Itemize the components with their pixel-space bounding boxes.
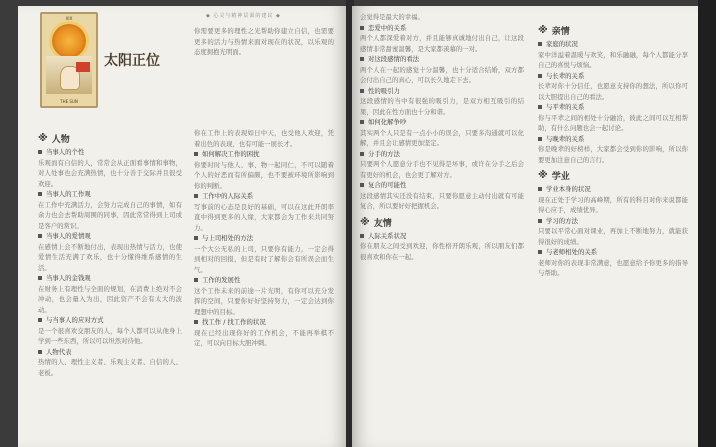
bullet-icon xyxy=(38,192,42,196)
section-study: ※ 学业 xyxy=(538,170,570,182)
list-item xyxy=(194,317,334,349)
bullet-icon xyxy=(194,194,198,198)
item-text: 只要两个人愿意分手也不见得是坏事，或许在分手之后会有更好的机会，也会更了解对方。 xyxy=(360,160,524,179)
item-heading: 复合的可能性 xyxy=(360,180,524,191)
bullet-icon xyxy=(194,320,198,324)
item-text: 是一个很喜欢交朋友的人，每个人都可以从他身上学到一些东西，所以可以坦然对待他。 xyxy=(38,326,182,345)
subheading: ◆ 心灵与精神层面的建议 ◆ xyxy=(206,13,281,19)
work-intro: 你在工作上的表现如日中天，也受他人欢迎，凭着出色的表现，也有可能一展长才。 xyxy=(194,129,334,148)
item-heading: 与老师相处的关系 xyxy=(538,247,688,258)
bullet-icon xyxy=(38,350,42,354)
card-number: XIX xyxy=(65,16,73,21)
item-text: 在工作中充满活力，会努力完成自己的事情，如有余力也会去帮助周围的同事，因此常常得到上司或是客户的赏识。 xyxy=(38,200,182,230)
flag-icon xyxy=(76,62,90,72)
list-item xyxy=(360,180,524,212)
item-heading: 找工作 / 找工作的状况 xyxy=(194,317,334,328)
list-item xyxy=(38,273,182,315)
bullet-icon xyxy=(38,234,42,238)
item-text: 你与平辈之间的相处十分融洽，彼此之间可以互相帮助，有什么问题也会一起讨论。 xyxy=(538,113,688,132)
list-item xyxy=(194,233,334,275)
work-column xyxy=(194,128,334,349)
section-family: ※ 亲情 xyxy=(538,25,570,37)
bullet-icon xyxy=(194,278,198,282)
list-item xyxy=(38,315,182,347)
item-text: 长辈对你十分信任，也愿意支持你的想法，所以你可以大胆提出自己的看法。 xyxy=(538,82,688,101)
list-item xyxy=(538,247,688,279)
item-heading: 工作中的人际关系 xyxy=(194,191,334,202)
item-heading: 家庭的状况 xyxy=(538,39,688,50)
list-item xyxy=(360,86,524,118)
item-text: 两个人都深爱着对方，并且能够真诚地付出自己，让这段感情非常甜蜜温馨，是大家都羡慕的一对。 xyxy=(360,34,524,53)
bullet-icon xyxy=(38,150,42,154)
bullet-icon xyxy=(538,187,542,191)
bullet-icon xyxy=(538,42,542,46)
list-item xyxy=(538,216,688,248)
item-heading: 学习的方法 xyxy=(538,216,688,227)
bullet-icon xyxy=(194,236,198,240)
list-item xyxy=(38,147,182,189)
tarot-card-sun-image xyxy=(40,12,98,108)
list-item xyxy=(38,347,182,379)
sun-icon xyxy=(52,24,86,58)
item-heading: 性的吸引力 xyxy=(360,86,524,97)
bullet-icon xyxy=(360,89,364,93)
people-column xyxy=(38,128,182,378)
page-edge xyxy=(698,0,716,447)
item-text: 这段感情其实还没有结束，只要你愿意主动付出就有可能复合，所以要好好把握机会。 xyxy=(360,191,524,210)
bullet-icon xyxy=(38,318,42,322)
bullet-icon xyxy=(360,26,364,30)
item-heading: 如何解决工作的困扰 xyxy=(194,149,334,160)
bullet-icon xyxy=(360,120,364,124)
list-item xyxy=(38,231,182,273)
list-item xyxy=(538,102,688,134)
item-heading: 当事人的金钱观 xyxy=(38,273,182,284)
item-text: 其实两个人只是有一点小小的误会，只要多沟通就可以化解，并且会让感情更加坚定。 xyxy=(360,128,524,147)
item-text: 写事前的心态是良好的基础，可以在这此开朗率直中得到更多的人缘，大家都会为工作来共同努力。 xyxy=(194,202,334,232)
list-item xyxy=(194,191,334,233)
list-item xyxy=(194,149,334,191)
love-column xyxy=(360,12,524,262)
item-heading: 与当事人的应对方式 xyxy=(38,315,182,326)
bullet-icon xyxy=(538,137,542,141)
item-heading: 与上司相处的方法 xyxy=(194,233,334,244)
item-heading: 恋爱中的关系 xyxy=(360,23,524,34)
item-text: 热情的人、理性主义者、乐观主义者、自信的人、老板。 xyxy=(38,358,182,377)
list-item xyxy=(538,39,688,71)
list-item xyxy=(360,54,524,86)
intro-block xyxy=(194,26,334,58)
family-column xyxy=(538,20,688,279)
item-heading: 对这段感情的看法 xyxy=(360,54,524,65)
bullet-icon xyxy=(360,57,364,61)
item-text: 在感情上会不断地付出，表现出热情与活力，也使爱情生活充满了欢乐，也十分懂得维系感情的生活。 xyxy=(38,242,182,272)
bullet-icon xyxy=(538,105,542,109)
item-heading: 分手的方法 xyxy=(360,149,524,160)
right-page xyxy=(352,6,698,447)
section-mark-icon: ※ xyxy=(360,216,370,228)
bullet-icon xyxy=(538,74,542,78)
item-heading: 当事人的工作观 xyxy=(38,189,182,200)
item-text: 这个工作未来的前途一片光明，有你可以充分发挥的空间，只要你好好坚持努力，一定会达到你理想中的目标。 xyxy=(194,286,334,316)
item-heading: 与晚辈的关系 xyxy=(538,134,688,145)
section-mark-icon: ※ xyxy=(38,133,48,144)
item-text: 你是晚辈的好榜样，大家都会受到你的影响，所以你要更加注意自己的言行。 xyxy=(538,145,688,164)
list-item xyxy=(538,71,688,103)
bullet-icon xyxy=(360,152,364,156)
item-heading: 人际关系状况 xyxy=(360,231,524,242)
left-page xyxy=(18,6,348,447)
list-item xyxy=(538,184,688,216)
item-text: 家中洋溢着温暖与欢笑，和乐融融，每个人都能分享自己的喜悦与烦恼。 xyxy=(538,50,688,69)
bullet-icon xyxy=(194,152,198,156)
item-text: 现在已经出现你好的工作机会，不能再举棋不定，可以向目标大胆冲刺。 xyxy=(194,328,334,347)
item-heading: 与长辈的关系 xyxy=(538,71,688,82)
list-item xyxy=(360,149,524,181)
item-heading: 工作的发展性 xyxy=(194,275,334,286)
list-item xyxy=(194,275,334,317)
top-text: 会觉得是最大的幸福。 xyxy=(360,13,424,21)
item-text: 两个人在一起的感觉十分温馨，也十分适合结婚，双方都会付出自己的真心，可以长久地走下去。 xyxy=(360,65,524,84)
item-heading: 人物代表 xyxy=(38,347,182,358)
item-heading: 如何化解争吵 xyxy=(360,117,524,128)
card-label: THE SUN xyxy=(60,99,78,104)
list-item xyxy=(538,134,688,166)
bullet-icon xyxy=(360,234,364,238)
bullet-icon xyxy=(538,250,542,254)
section-people: ※ 人物 xyxy=(38,133,70,145)
item-text: 老师对你的表现非常满意，也愿意给予你更多的指导与帮助。 xyxy=(538,258,688,277)
item-text: 一个大公无私的上司，只要你有能力，一定会得到相对的回报，但是有时了解你会有所误会而生气。 xyxy=(194,244,334,274)
section-mark-icon: ※ xyxy=(538,25,548,36)
section-mark-icon: ※ xyxy=(538,170,548,181)
item-text: 只要以平常心面对课业，再加上不断地努力，就能获得很好的成绩。 xyxy=(538,227,688,246)
item-heading: 当事人的爱情观 xyxy=(38,231,182,242)
bullet-icon xyxy=(38,276,42,280)
item-text: 现在正处于学习的高峰期，所有的科目对你来说都能得心应手，成绩优异。 xyxy=(538,195,688,214)
item-text: 这段感情的当中有很强的吸引力，是双方相互吸引的结果，因此在性方面也十分和谐。 xyxy=(360,97,524,116)
list-item xyxy=(360,117,524,149)
list-item xyxy=(360,23,524,55)
list-item xyxy=(360,231,524,263)
item-heading: 当事人的个性 xyxy=(38,147,182,158)
item-text: 你要时时与他人、事、物一起同仁，不可以随着个人的好恶而有所偏颇，也不要被环境所影响到你的判断。 xyxy=(194,160,334,190)
section-friend: ※ 友情 xyxy=(360,216,392,229)
item-text: 乐观而有自信的人，常常会从正面看事情和事物，对人处事也会充满热情，也十分善于交际并且很受欢迎。 xyxy=(38,158,182,188)
intro-text: 你需要更多的理性之光帮助你建立自信，也需要更多的活力与热情来面对现在的状况，以乐观的态度拥抱光明面。 xyxy=(194,27,334,56)
item-text: 你在朋友之间受到欢迎，你性格开朗乐观，所以朋友们都很喜欢和你在一起。 xyxy=(360,242,524,261)
bullet-icon xyxy=(538,219,542,223)
list-item xyxy=(38,189,182,231)
bullet-icon xyxy=(360,183,364,187)
page-title: 太阳正位 xyxy=(104,53,160,69)
item-heading: 学业本身的状况 xyxy=(538,184,688,195)
item-text: 在财务上有理性与全面的规划，在消费上绝对不会冲动，也会量入为出，因此资产不会有太大的波动。 xyxy=(38,284,182,314)
item-heading: 与平辈的关系 xyxy=(538,102,688,113)
